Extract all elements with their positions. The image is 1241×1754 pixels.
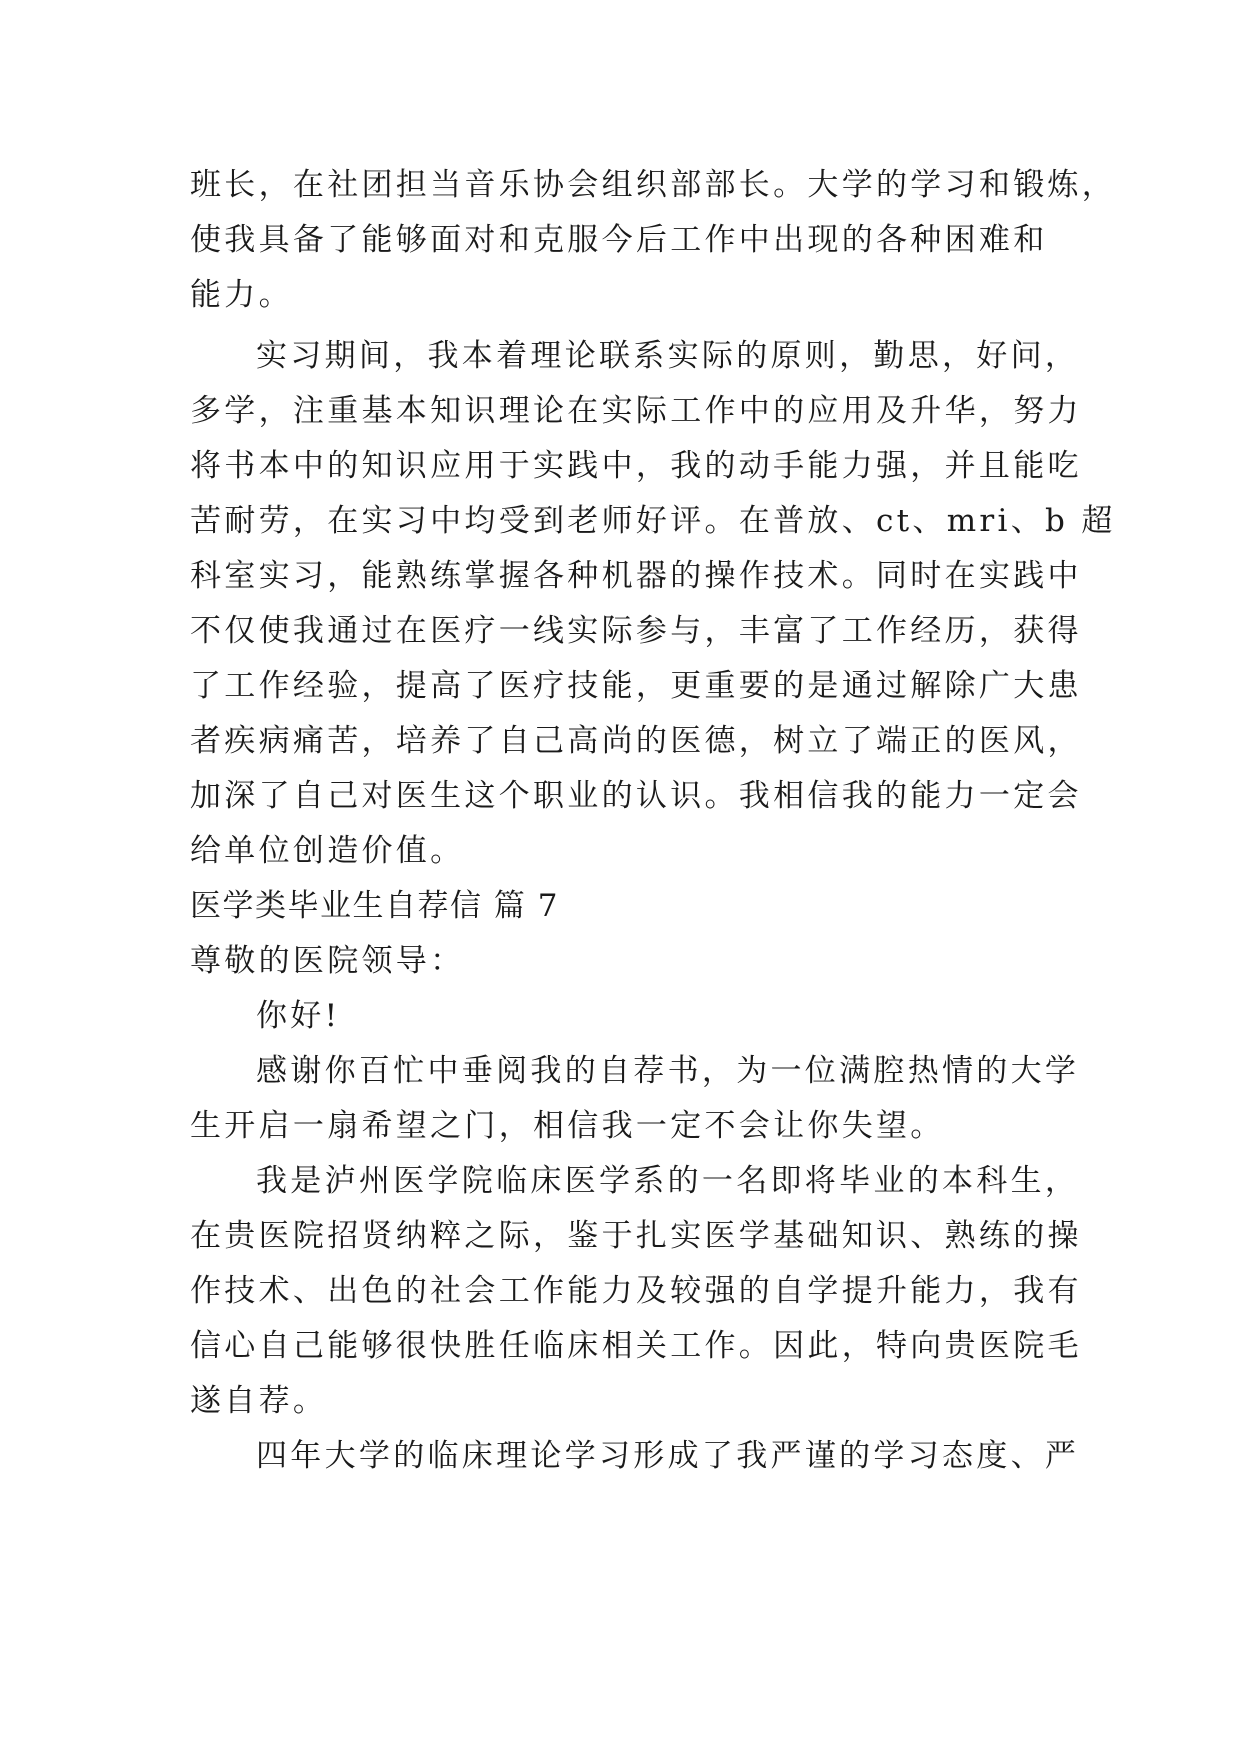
text-line: 遂自荐。 [190,1383,328,1419]
text-line: 加深了自己对医生这个职业的认识。我相信我的能力一定会 [190,778,1082,814]
text-line: 不仅使我通过在医疗一线实际参与，丰富了工作经历，获得 [190,613,1082,649]
salutation: 尊敬的医院领导： [190,943,465,979]
text-line: 者疾病痛苦，培养了自己高尚的医德，树立了端正的医风， [190,723,1082,759]
text-line: 给单位创造价值。 [190,833,465,869]
paragraph-first-line: 四年大学的临床理论学习形成了我严谨的学习态度、严 [256,1438,1080,1474]
text-line: 使我具备了能够面对和克服今后工作中出现的各种困难和 [190,222,1048,258]
text-line: 多学，注重基本知识理论在实际工作中的应用及升华，努力 [190,393,1082,429]
paragraph-first-line: 我是泸州医学院临床医学系的一名即将毕业的本科生， [256,1163,1080,1199]
text-line: 作技术、出色的社会工作能力及较强的自学提升能力，我有 [190,1273,1082,1309]
text-line: 了工作经验，提高了医疗技能，更重要的是通过解除广大患 [190,668,1082,704]
text-line: 科室实习，能熟练掌握各种机器的操作技术。同时在实践中 [190,558,1082,594]
text-line: 信心自己能够很快胜任临床相关工作。因此，特向贵医院毛 [190,1328,1082,1364]
text-line: 将书本中的知识应用于实践中，我的动手能力强，并且能吃 [190,448,1082,484]
paragraph-first-line: 感谢你百忙中垂阅我的自荐书，为一位满腔热情的大学 [256,1053,1080,1089]
paragraph-first-line: 实习期间，我本着理论联系实际的原则，勤思，好问， [256,338,1080,374]
text-line: 生开启一扇希望之门，相信我一定不会让你失望。 [190,1108,945,1144]
text-line: 能力。 [190,277,293,313]
text-line: 在贵医院招贤纳粹之际，鉴于扎实医学基础知识、熟练的操 [190,1218,1082,1254]
text-line: 苦耐劳，在实习中均受到老师好评。在普放、ct、mri、b 超 [190,503,1116,539]
section-heading: 医学类毕业生自荐信 篇 7 [190,888,559,924]
greeting: 你好! [256,998,341,1034]
text-line: 班长，在社团担当音乐协会组织部部长。大学的学习和锻炼， [190,167,1117,203]
document-body [190,158,1117,1484]
